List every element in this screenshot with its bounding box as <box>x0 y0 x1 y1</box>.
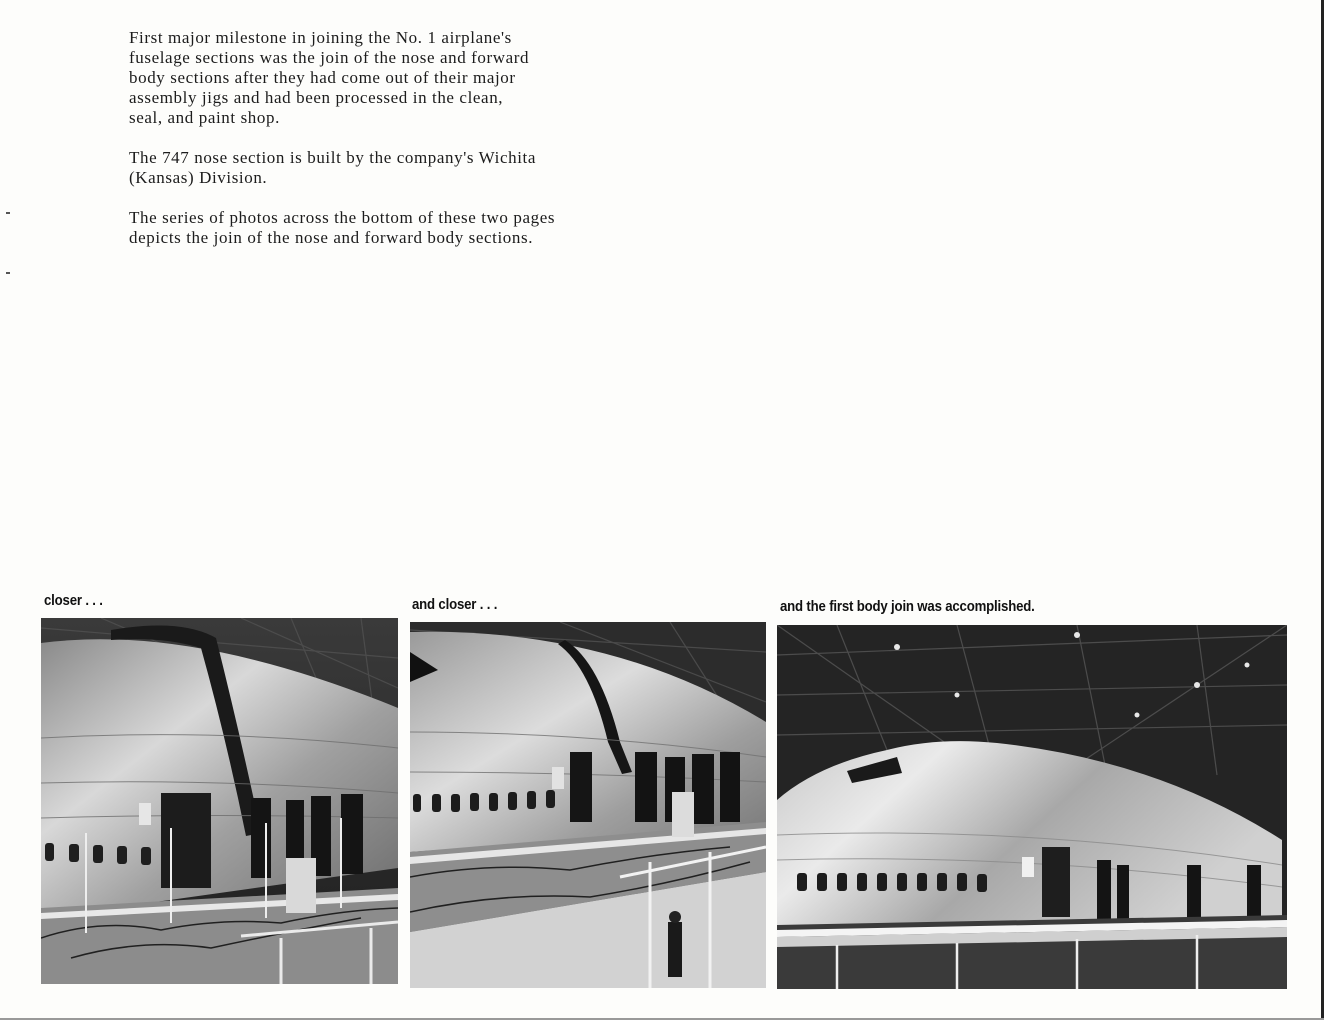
intro-paragraph-3: The series of photos across the bottom of these two pages depicts the join of the nose and forward body sections. <box>129 208 556 247</box>
intro-text <box>129 28 649 268</box>
intro-paragraph-2: The 747 nose section is built by the company's Wichita (Kansas) Division. <box>129 148 536 187</box>
photo-first-body-join <box>777 625 1287 989</box>
photo-caption-1: closer . . . <box>44 592 103 609</box>
photo-caption-3: and the first body join was accomplished. <box>780 598 1035 615</box>
registration-mark <box>6 272 10 274</box>
photo-fuselage-closer <box>41 618 398 984</box>
intro-paragraph-1: First major milestone in joining the No. 1 airplane's fuselage sections was the join of the nose and forward body sections after they had come out of their major assembly jigs and had been processed in the clean, seal, and paint shop. <box>129 28 530 127</box>
registration-mark <box>6 212 10 214</box>
photo-fuselage-and-closer <box>410 622 766 988</box>
photo-caption-2: and closer . . . <box>412 596 498 613</box>
